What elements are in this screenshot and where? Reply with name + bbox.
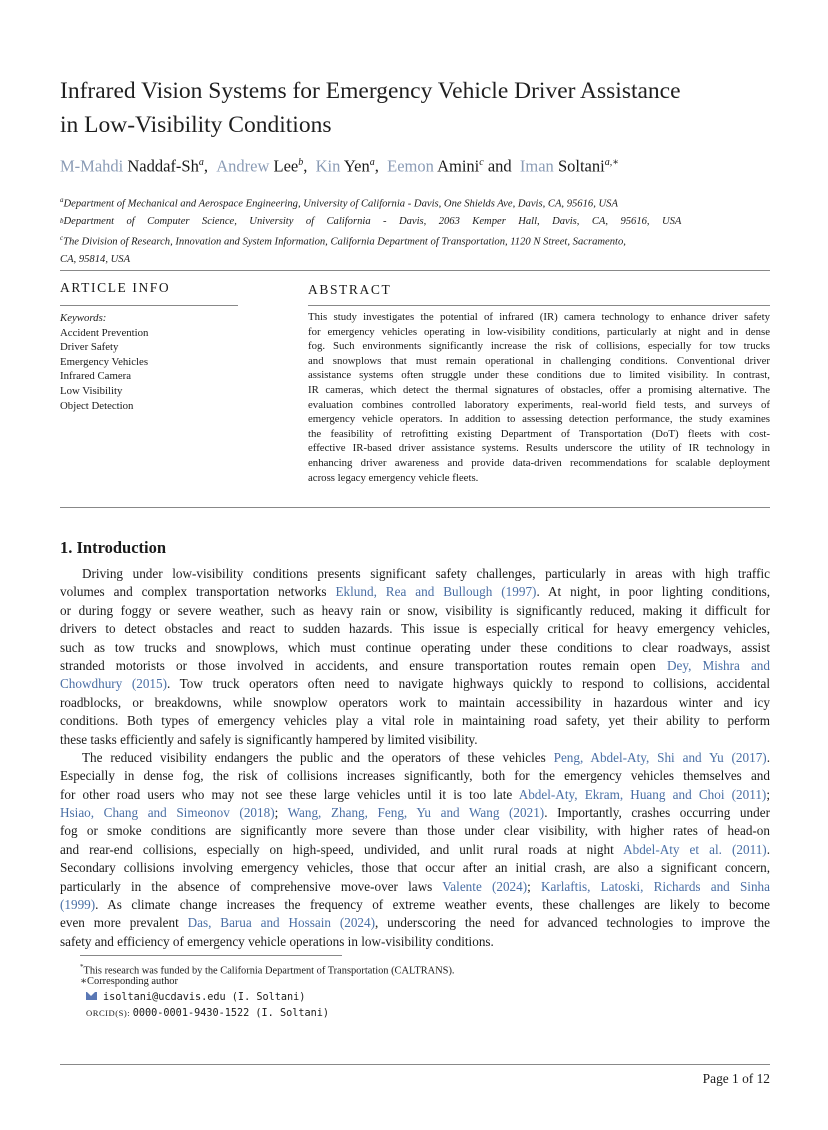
affiliation-c-cont: CA, 95814, USA — [60, 253, 131, 265]
abstract-line: evaluation combines controlled laboratory experiments, real-world field tests, and surveys of — [308, 398, 770, 411]
footnote-corresponding: ∗Corresponding author — [80, 976, 178, 987]
author-family-name: Soltani — [553, 156, 605, 176]
citation-link[interactable]: Eklund, Rea and Bullough (1997) — [335, 584, 537, 600]
author-family-name: Amini — [433, 156, 480, 176]
citation-link[interactable]: Peng, Abdel-Aty, Shi and Yu (2017) — [553, 749, 767, 765]
body-line: such as tow trucks and snowplows, which must continue operating under these conditions to clear roadways, assist — [60, 639, 770, 655]
abstract-line: for emergency vehicles operating in low-visibility conditions, particularly at night and in dense — [308, 325, 770, 338]
abstract-line: enhancing driver awareness and provide data-driven recommendations for scalable deployment — [308, 456, 770, 469]
author-given-name: Eemon — [387, 156, 434, 176]
citation-link[interactable]: Karlaftis, Latoski, Richards and Sinha — [541, 878, 770, 894]
abstract-line: the feasibility of retrofitting existing Department of Transportation (DoT) fleets with cost- — [308, 427, 770, 440]
body-line: for other road users who may not see these large vehicles until it is too late Abdel-Aty, Ekram, Huang and Choi (2011); — [60, 786, 771, 802]
section-heading-introduction: 1. Introduction — [60, 538, 167, 557]
author-given-name: Kin — [315, 156, 341, 176]
title-line-1: Infrared Vision Systems for Emergency Vehicle Driver Assistance — [60, 78, 681, 104]
paper-title — [60, 74, 780, 142]
citation-link[interactable]: Wang, Zhang, Feng, Yu and Wang (2021) — [287, 805, 545, 821]
author-given-name: M-Mahdi — [60, 156, 124, 176]
keyword-item: Accident Prevention — [60, 326, 149, 339]
body-line: Driving under low-visibility conditions presents significant safety challenges, particularly in areas with high traffic — [82, 566, 770, 581]
page-number: Page 1 of 12 — [702, 1071, 770, 1086]
body-line: (1999). As climate change increases the frequency of extreme weather events, these challenges are likely to become — [60, 897, 770, 913]
body-line: Hsiao, Chang and Simeonov (2018); Wang, Zhang, Feng, Yu and Wang (2021). Importantly, crashes occurring under — [60, 805, 770, 821]
header-divider — [60, 270, 770, 271]
citation-link[interactable]: Das, Barua and Hossain (2024) — [187, 915, 376, 931]
body-line: these tasks efficiently and safely is significantly hampered by limited visibility. — [60, 731, 478, 747]
affiliations — [60, 192, 772, 268]
abstract-line: across legacy emergency vehicle fleets. — [308, 471, 479, 484]
affiliation-c: $^c$The Division of Research, Innovation and System Information, California Department of Transportation, 1120 N Street, Sacramento, — [60, 233, 626, 248]
citation-link[interactable]: Dey, Mishra and — [666, 657, 770, 673]
citation-link[interactable]: Abdel-Aty et al. (2011) — [623, 841, 767, 857]
keyword-item: Infrared Camera — [60, 370, 132, 383]
footnote-funding: *This research was funded by the California Department of Transportation (CALTRANS). — [80, 963, 455, 977]
author-list: M-Mahdi Naddaf-Sh$^a$, Andrew Lee$^b$, Kin Yen$^a$, Eemon Amini$^c$ and Iman Soltani$^{a,∗}$ — [60, 156, 619, 176]
citation-link[interactable]: Chowdhury (2015) — [60, 676, 167, 692]
citation-link[interactable]: Valente (2024) — [442, 878, 528, 894]
abstract-line: effective IR-based driver assistance systems. Results underscore the utility of IR technology in — [308, 442, 770, 455]
citation-link[interactable]: Abdel-Aty, Ekram, Huang and Choi (2011) — [518, 786, 767, 802]
author-given-name: Iman — [519, 156, 554, 176]
footer-divider — [60, 1064, 770, 1065]
title-line-2: in Low-Visibility Conditions — [60, 112, 332, 138]
abstract-line: emergency vehicle operators. In addition to assessing detection performance, the study examines — [308, 413, 770, 426]
author-family-name: Yen — [340, 156, 370, 176]
keyword-item: Emergency Vehicles — [60, 355, 149, 368]
abstract-line: and snowplows that must remain operational in challenging conditions. Conventional driver — [308, 354, 770, 367]
abstract-line: assistance systems often struggle under these conditions due to limited visibility. In contrast, — [308, 369, 770, 382]
article-info-rule — [60, 305, 238, 306]
body-line: even more prevalent Das, Barua and Hossain (2024), underscoring the need for advanced technologies to improve the — [60, 915, 770, 931]
keyword-item: Driver Safety — [60, 341, 119, 354]
author-given-name: Andrew — [216, 156, 270, 176]
body-line: or during foggy or severe weather, such as heavy rain or snow, visibility is significantly reduced, making it difficult for — [60, 602, 770, 618]
body-line: roadblocks, or breakdowns, while snowplow operators work to maintain accessibility in hazardous winter and icy — [60, 694, 770, 710]
body-line: and rear-end collisions, especially on high-speed, undivided, and unlit rural roads at night Abdel-Aty et al. (2011). — [60, 841, 770, 857]
abstract-line: fog. Such environments significantly increase the risk of collisions, especially for tow trucks — [308, 340, 770, 353]
footnote-email — [86, 991, 305, 1005]
abstract-rule — [308, 305, 770, 306]
body-line: Chowdhury (2015). Tow truck operators often need to navigate highways quickly to respond to collisions, accidental — [60, 676, 770, 692]
body-line: Especially in dense fog, the risk of collisions increases significantly, both for the emergency vehicles themselves and — [60, 768, 770, 784]
abstract-divider — [60, 507, 770, 508]
keyword-item: Low Visibility — [60, 384, 123, 397]
envelope-icon — [86, 992, 97, 1000]
footnote-orcid: ORCID(S): 0000-0001-9430-1522 (I. Soltani) — [86, 1008, 330, 1019]
affiliation-a: $^a$Department of Mechanical and Aerospace Engineering, University of California - Davis, One Shields Ave, Davis, CA, 95616, USA — [60, 196, 618, 210]
body-line: conditions. Both types of emergency vehicles play a vital role in maintaining road safety, yet their ability to perform — [60, 713, 770, 729]
keyword-item: Object Detection — [60, 399, 134, 412]
body-line: drivers to detect obstacles and react to sudden hazards. This issue is especially critical for heavy emergency vehicles, — [60, 621, 770, 637]
author-family-name: Naddaf-Sh — [123, 156, 199, 176]
body-line: particularly in the absence of comprehensive move-over laws Valente (2024); Karlaftis, Latoski, Richards and Sinha — [60, 878, 770, 894]
affiliation-b: b Department of Computer Science, University of California - Davis, 2063 Kemper Hall, Davis, CA, 95616, USA — [60, 215, 682, 227]
citation-link[interactable]: (1999) — [60, 897, 96, 913]
body-line: safety and efficiency of emergency vehicle operations in low-visibility conditions. — [60, 933, 494, 949]
article-info-heading: ARTICLE INFO — [60, 280, 171, 295]
abstract-line: This study investigates the potential of infrared (IR) camera technology to enhance driver safety — [308, 311, 770, 323]
body-line: The reduced visibility endangers the public and the operators of these vehicles Peng, Abdel-Aty, Shi and Yu (2017). — [82, 749, 770, 765]
body-line: fog or smoke conditions are significantly more severe than those under clear visibility, with higher rates of head-on — [60, 823, 770, 839]
citation-link[interactable]: Hsiao, Chang and Simeonov (2018) — [60, 805, 275, 821]
author-family-name: Lee — [269, 156, 299, 176]
footnote-rule — [80, 955, 342, 956]
keywords-list — [60, 311, 260, 413]
abstract-text — [308, 310, 770, 485]
abstract-heading: ABSTRACT — [308, 282, 392, 297]
keywords-label: Keywords: — [60, 312, 107, 324]
abstract-line: IR cameras, which detect the thermal signatures of obstacles, offer a promising alternative. The — [308, 383, 770, 396]
introduction-body — [60, 565, 770, 951]
body-line: Secondary collisions involving emergency vehicles, those that occur after an initial crash, are also a significant concern, — [60, 860, 770, 876]
email-link[interactable]: isoltani@ucdavis.edu (I. Soltani) — [103, 992, 306, 1003]
body-line: stranded motorists or those involved in accidents, and ensure transportation routes remain open Dey, Mishra and — [60, 657, 770, 673]
body-line: volumes and complex transportation networks Eklund, Rea and Bullough (1997). At night, in poor lighting conditions, — [60, 584, 771, 600]
